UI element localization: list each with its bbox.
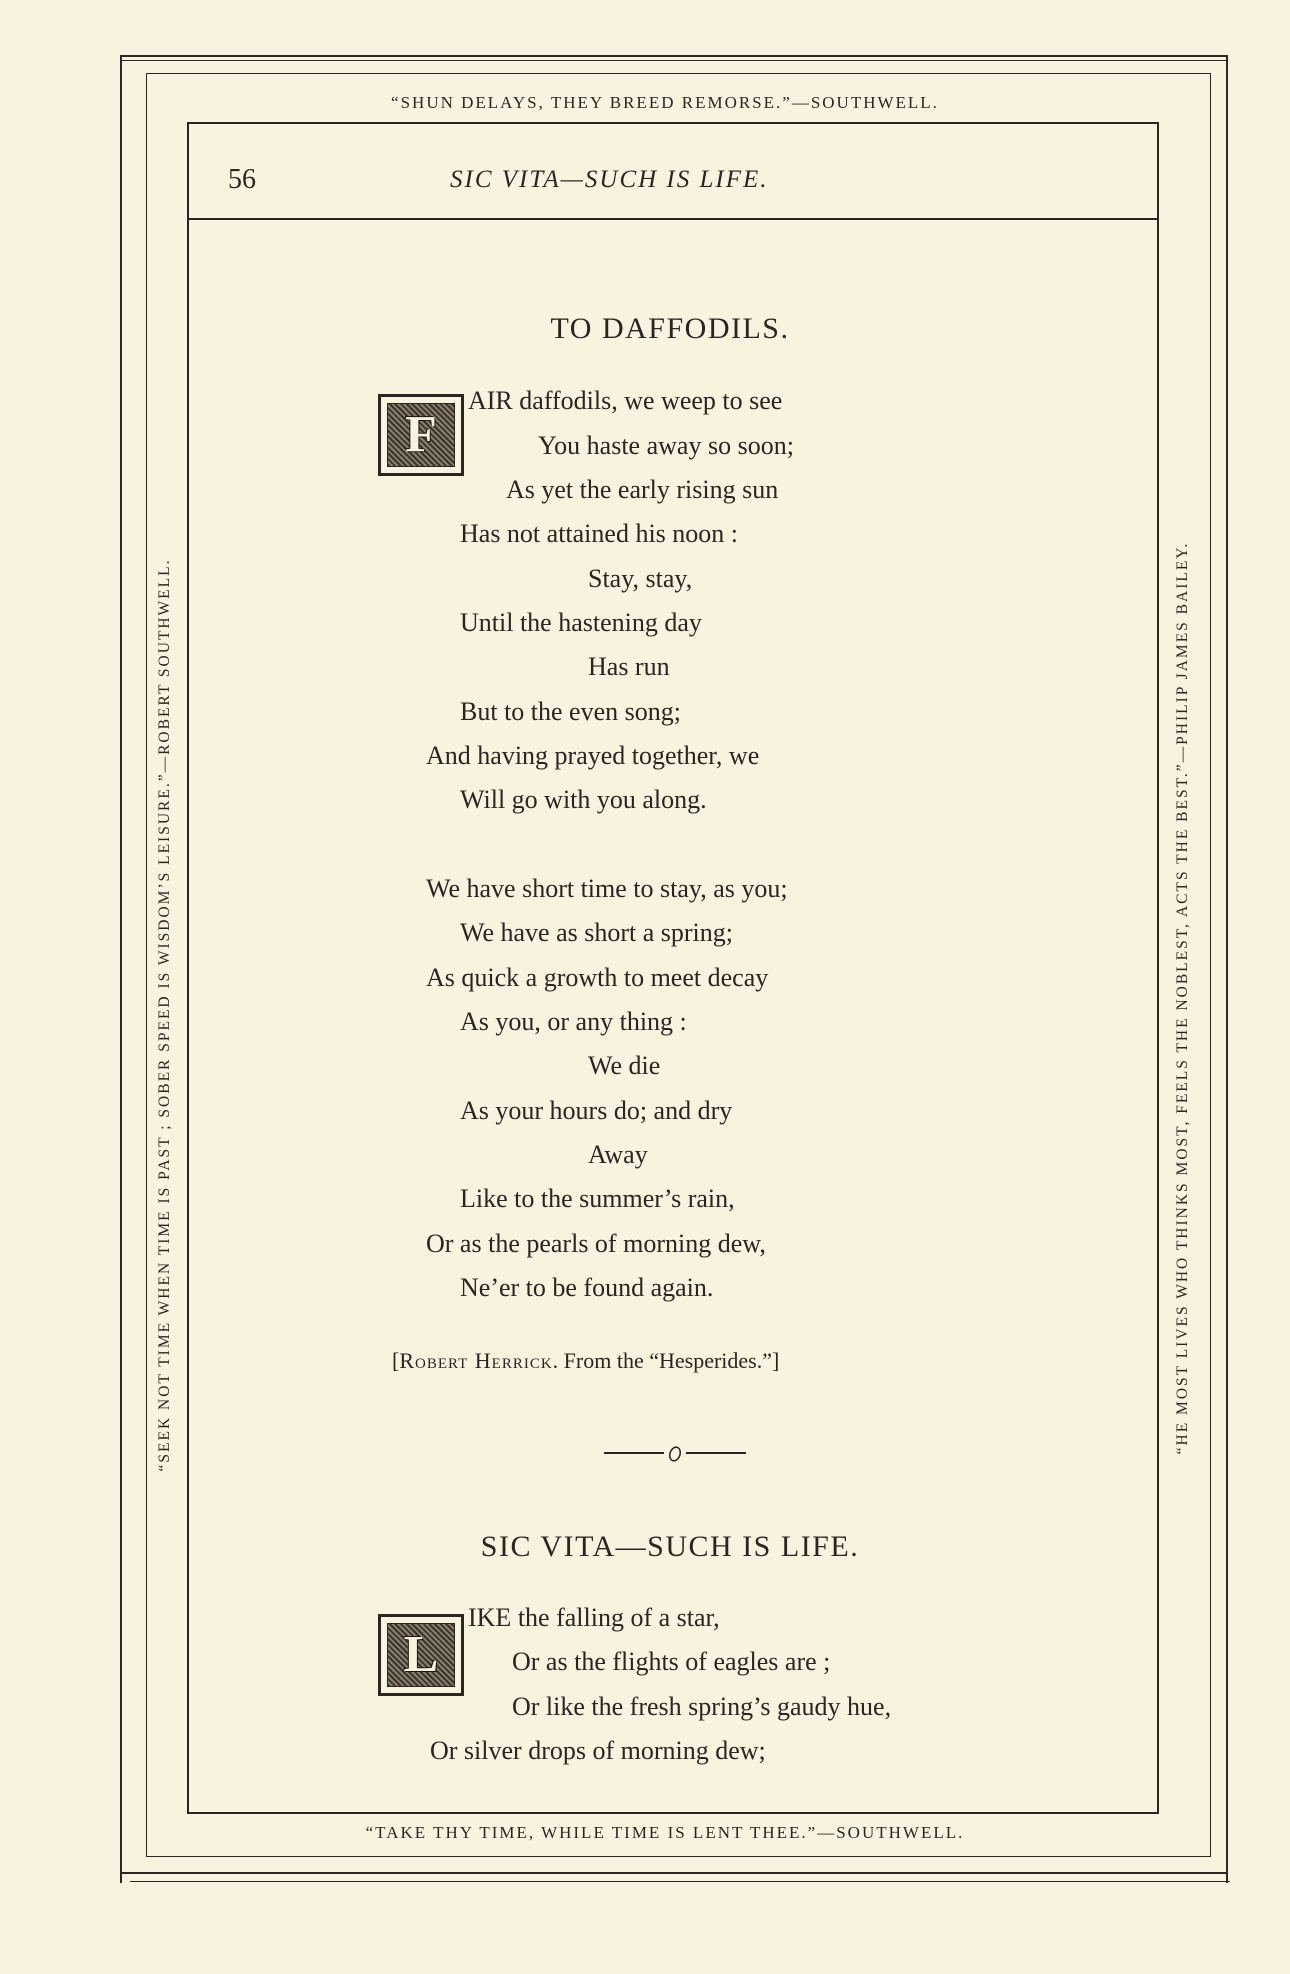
outer-frame-bottom <box>120 1872 1228 1874</box>
outer-frame-bottom-thin <box>130 1881 1230 1882</box>
page-frame-bottom <box>187 1812 1159 1814</box>
poem-line: Or as the flights of eagles are ; <box>512 1647 831 1676</box>
poem-line: But to the even song; <box>460 697 681 726</box>
bottom-motto: “TAKE THY TIME, WHILE TIME IS LENT THEE.”—SOUTHWELL. <box>365 1823 965 1842</box>
poem-line: Until the hastening day <box>460 608 702 637</box>
mid-frame-right <box>1210 73 1211 1857</box>
poem-line: We die <box>588 1051 661 1080</box>
citation-source: . From the “Hesperides.”] <box>552 1348 780 1373</box>
poem-line: And having prayed together, we <box>426 741 760 770</box>
section-divider-ornament <box>600 1441 750 1465</box>
poem-title-daffodils: TO DAFFODILS. <box>550 312 790 345</box>
citation-open-bracket: [ <box>392 1348 400 1373</box>
poem-title-sic-vita: SIC VITA—SUCH IS LIFE. <box>480 1530 860 1563</box>
mid-frame-left <box>146 73 147 1857</box>
poem-line: We have short time to stay, as you; <box>426 874 788 903</box>
decorative-initial-l <box>378 1614 464 1696</box>
mid-frame-bottom <box>146 1856 1210 1857</box>
poem-line: As yet the early rising sun <box>506 475 779 504</box>
outer-frame-top <box>120 55 1228 57</box>
dropcap-letter: L <box>403 1626 439 1683</box>
poem-line: Like to the summer’s rain, <box>460 1184 735 1213</box>
left-side-motto: “SEEK NOT TIME WHEN TIME IS PAST ; SOBER SPEED IS WISDOM’S LEISURE.”—ROBERT SOUTHWELL. <box>156 558 173 1472</box>
outer-frame-left <box>120 55 122 1883</box>
poem-line: IKE the falling of a star, <box>468 1603 720 1632</box>
poem-line: As you, or any thing : <box>460 1007 687 1036</box>
top-motto: “SHUN DELAYS, THEY BREED REMORSE.”—SOUTHWELL. <box>391 93 939 112</box>
poem-line: Ne’er to be found again. <box>460 1273 714 1302</box>
citation-author: Robert Herrick <box>399 1348 553 1373</box>
page-frame-left <box>187 122 189 1814</box>
right-side-motto: “HE MOST LIVES WHO THINKS MOST, FEELS THE NOBLEST, ACTS THE BEST.”—PHILIP JAMES BAILEY. <box>1174 541 1191 1455</box>
dropcap-letter: F <box>405 406 437 463</box>
poem-line: As quick a growth to meet decay <box>426 963 769 992</box>
page-frame-right <box>1157 122 1159 1814</box>
poem-line: Or as the pearls of morning dew, <box>426 1229 766 1258</box>
poem-line: Away <box>588 1140 648 1169</box>
mid-frame-top <box>146 73 1210 74</box>
header-rule <box>187 218 1159 220</box>
poem-citation <box>392 1348 779 1374</box>
page-frame-top <box>187 122 1159 124</box>
poem-line: We have as short a spring; <box>460 918 733 947</box>
poem-line: As your hours do; and dry <box>460 1096 733 1125</box>
page-number: 56 <box>228 164 256 195</box>
outer-frame-top-thin <box>120 60 1228 61</box>
poem-line: Or like the fresh spring’s gaudy hue, <box>512 1692 892 1721</box>
poem-line: You haste away so soon; <box>538 431 794 460</box>
poem-line: AIR daffodils, we weep to see <box>468 386 783 415</box>
poem-line: Will go with you along. <box>460 785 707 814</box>
outer-frame-right <box>1226 55 1228 1883</box>
poem-line: Stay, stay, <box>588 564 693 593</box>
poem-line: Has not attained his noon : <box>460 519 739 548</box>
running-head: SIC VITA—SUCH IS LIFE. <box>450 166 769 193</box>
poem-line: Has run <box>588 652 670 681</box>
decorative-initial-f <box>378 394 464 476</box>
poem-line: Or silver drops of morning dew; <box>430 1736 766 1765</box>
